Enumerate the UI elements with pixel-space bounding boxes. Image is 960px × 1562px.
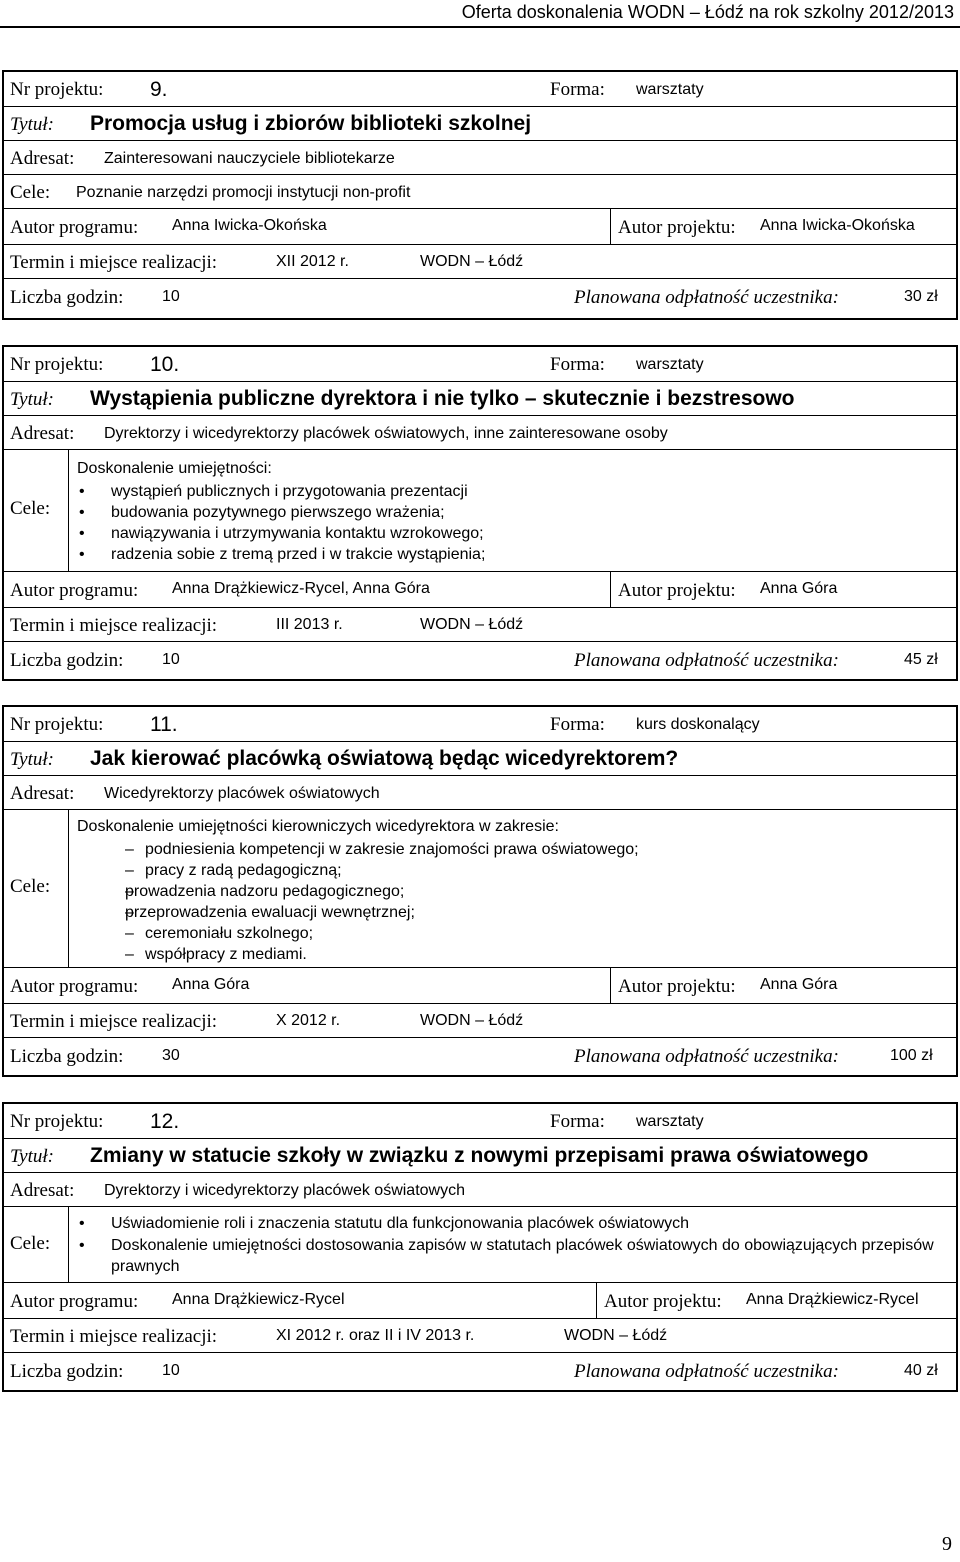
adresat-label: Adresat: — [10, 783, 75, 804]
row-nr — [4, 72, 956, 107]
project-card-11 — [2, 705, 958, 1077]
autor-divider — [610, 572, 611, 607]
oplata-value: 100 zł — [890, 1047, 933, 1064]
oplata-value: 40 zł — [904, 1362, 938, 1379]
termin-value: XI 2012 r. oraz II i IV 2013 r. — [276, 1327, 475, 1344]
tytul-value: Zmiany w statucie szkoły w związku z nowymi przepisami prawa oświatowego — [90, 1144, 869, 1167]
forma-value: warsztaty — [636, 356, 704, 373]
forma-label: Forma: — [550, 714, 605, 735]
nr-value: 12. — [150, 1110, 180, 1133]
list-item: • radzenia sobie z tremą przed i w trakcie wystąpienia; — [79, 544, 485, 565]
row-tytul — [4, 742, 956, 776]
list-item: • wystąpień publicznych i przygotowania prezentacji — [79, 481, 485, 502]
tytul-label: Tytuł: — [10, 389, 54, 410]
row-termin — [4, 245, 956, 279]
forma-value: kurs doskonalący — [636, 716, 760, 733]
list-item: – podniesienia kompetencji w zakresie znajomości prawa oświatowego; — [125, 839, 639, 860]
nr-value: 11. — [150, 713, 178, 736]
termin-label: Termin i miejsce realizacji: — [10, 252, 218, 273]
godziny-value: 30 — [162, 1047, 180, 1064]
cele-list — [79, 481, 485, 565]
forma-label: Forma: — [550, 1111, 605, 1132]
termin-label: Termin i miejsce realizacji: — [10, 615, 218, 636]
list-item: – pracy z radą pedagogiczną; — [125, 860, 639, 881]
autor-programu-label: Autor programu: — [10, 580, 139, 601]
autor-projektu-value: Anna Góra — [760, 976, 838, 993]
row-liczba — [4, 1353, 956, 1390]
autor-divider — [596, 1283, 597, 1318]
autor-programu-value: Anna Drążkiewicz-Rycel, Anna Góra — [172, 580, 430, 597]
godziny-value: 10 — [162, 1362, 180, 1379]
autor-projektu-value: Anna Iwicka-Okońska — [760, 217, 915, 234]
autor-divider — [610, 209, 611, 244]
list-item: – współpracy z mediami. — [125, 944, 639, 965]
project-card-10 — [2, 345, 958, 681]
godziny-value: 10 — [162, 288, 180, 305]
forma-label: Forma: — [550, 354, 605, 375]
nr-label: Nr projektu: — [10, 79, 104, 100]
oplata-value: 30 zł — [904, 288, 938, 305]
liczba-label: Liczba godzin: — [10, 1046, 124, 1067]
liczba-label: Liczba godzin: — [10, 1361, 124, 1382]
liczba-label: Liczba godzin: — [10, 287, 124, 308]
miejsce-value: WODN – Łódź — [420, 253, 524, 270]
tytul-value: Promocja usług i zbiorów biblioteki szkolnej — [90, 112, 532, 135]
row-autor — [4, 1283, 956, 1319]
row-adresat — [4, 776, 956, 810]
autor-divider — [610, 968, 611, 1003]
row-nr — [4, 1104, 956, 1139]
adresat-value: Dyrektorzy i wicedyrektorzy placówek oświatowych, inne zainteresowane osoby — [104, 425, 668, 442]
cele-intro: Doskonalenie umiejętności: — [77, 460, 272, 477]
termin-value: XII 2012 r. — [276, 253, 349, 270]
list-item: – przeprowadzenia ewaluacji wewnętrznej; — [125, 902, 639, 923]
forma-value: warsztaty — [636, 1113, 704, 1130]
oplata-label: Planowana odpłatność uczestnika: — [574, 650, 839, 671]
autor-programu-label: Autor programu: — [10, 976, 139, 997]
miejsce-value: WODN – Łódź — [564, 1327, 668, 1344]
cele-label: Cele: — [10, 498, 51, 519]
row-nr — [4, 347, 956, 382]
autor-projektu-value: Anna Góra — [760, 580, 838, 597]
row-tytul — [4, 107, 956, 141]
list-item: • budowania pozytywnego pierwszego wrażenia; — [79, 502, 485, 523]
oplata-label: Planowana odpłatność uczestnika: — [574, 1361, 839, 1382]
forma-label: Forma: — [550, 79, 605, 100]
nr-label: Nr projektu: — [10, 1111, 104, 1132]
row-adresat — [4, 141, 956, 175]
project-card-9 — [2, 70, 958, 320]
cele-box — [68, 810, 956, 967]
autor-projektu-label: Autor projektu: — [604, 1291, 722, 1312]
row-termin — [4, 1319, 956, 1353]
row-adresat — [4, 1173, 956, 1207]
row-autor — [4, 209, 956, 245]
row-adresat — [4, 416, 956, 450]
row-autor — [4, 572, 956, 608]
forma-value: warsztaty — [636, 81, 704, 98]
tytul-label: Tytuł: — [10, 114, 54, 135]
tytul-label: Tytuł: — [10, 1146, 54, 1167]
row-tytul — [4, 382, 956, 416]
list-item: • nawiązywania i utrzymywania kontaktu wzrokowego; — [79, 523, 485, 544]
autor-programu-value: Anna Iwicka-Okońska — [172, 217, 327, 234]
autor-programu-label: Autor programu: — [10, 1291, 139, 1312]
termin-value: X 2012 r. — [276, 1012, 341, 1029]
row-termin — [4, 608, 956, 642]
adresat-label: Adresat: — [10, 1180, 75, 1201]
liczba-label: Liczba godzin: — [10, 650, 124, 671]
cele-list — [79, 1213, 936, 1277]
adresat-value: Zainteresowani nauczyciele bibliotekarze — [104, 150, 395, 167]
adresat-value: Dyrektorzy i wicedyrektorzy placówek oświatowych — [104, 1182, 465, 1199]
autor-programu-value: Anna Góra — [172, 976, 250, 993]
row-cele — [4, 175, 956, 209]
cele-intro: Doskonalenie umiejętności kierowniczych wicedyrektora w zakresie: — [77, 818, 559, 835]
tytul-value: Jak kierować placówką oświatową będąc wicedyrektorem? — [90, 747, 679, 770]
row-cele — [4, 1207, 956, 1283]
godziny-value: 10 — [162, 651, 180, 668]
autor-projektu-label: Autor projektu: — [618, 217, 736, 238]
nr-label: Nr projektu: — [10, 354, 104, 375]
termin-label: Termin i miejsce realizacji: — [10, 1326, 218, 1347]
nr-value: 10. — [150, 353, 180, 376]
row-cele — [4, 450, 956, 572]
row-nr — [4, 707, 956, 742]
miejsce-value: WODN – Łódź — [420, 1012, 524, 1029]
list-item: • Uświadomienie roli i znaczenia statutu dla funkcjonowania placówek oświatowych — [79, 1213, 936, 1235]
list-item: – ceremoniału szkolnego; — [125, 923, 639, 944]
nr-value: 9. — [150, 78, 168, 101]
list-item: • Doskonalenie umiejętności dostosowania zapisów w statutach placówek oświatowych do obowiązujących przepisów prawnych — [79, 1235, 936, 1277]
row-cele — [4, 810, 956, 968]
oplata-label: Planowana odpłatność uczestnika: — [574, 287, 839, 308]
row-liczba — [4, 642, 956, 679]
termin-label: Termin i miejsce realizacji: — [10, 1011, 218, 1032]
nr-label: Nr projektu: — [10, 714, 104, 735]
cele-box — [68, 450, 956, 571]
row-autor — [4, 968, 956, 1004]
page-header — [0, 0, 960, 28]
row-liczba — [4, 279, 956, 316]
cele-label: Cele: — [10, 182, 51, 203]
tytul-value: Wystąpienia publiczne dyrektora i nie tylko – skutecznie i bezstresowo — [90, 387, 795, 410]
header-title: Oferta doskonalenia WODN – Łódź na rok szkolny 2012/2013 — [461, 2, 954, 22]
row-liczba — [4, 1038, 956, 1075]
autor-projektu-value: Anna Drążkiewicz-Rycel — [746, 1291, 919, 1308]
cele-label: Cele: — [10, 1233, 51, 1254]
project-card-12 — [2, 1102, 958, 1392]
oplata-value: 45 zł — [904, 651, 938, 668]
autor-programu-label: Autor programu: — [10, 217, 139, 238]
cele-list — [125, 839, 639, 965]
cele-label: Cele: — [10, 876, 51, 897]
row-tytul — [4, 1139, 956, 1173]
oplata-label: Planowana odpłatność uczestnika: — [574, 1046, 839, 1067]
adresat-label: Adresat: — [10, 148, 75, 169]
cele-value: Poznanie narzędzi promocji instytucji non-profit — [76, 184, 411, 201]
adresat-label: Adresat: — [10, 423, 75, 444]
page-number: 9 — [942, 1533, 952, 1555]
autor-projektu-label: Autor projektu: — [618, 976, 736, 997]
miejsce-value: WODN – Łódź — [420, 616, 524, 633]
cele-box — [68, 1207, 956, 1282]
row-termin — [4, 1004, 956, 1038]
adresat-value: Wicedyrektorzy placówek oświatowych — [104, 785, 380, 802]
tytul-label: Tytuł: — [10, 749, 54, 770]
list-item: – prowadzenia nadzoru pedagogicznego; — [125, 881, 639, 902]
autor-programu-value: Anna Drążkiewicz-Rycel — [172, 1291, 345, 1308]
termin-value: III 2013 r. — [276, 616, 343, 633]
autor-projektu-label: Autor projektu: — [618, 580, 736, 601]
